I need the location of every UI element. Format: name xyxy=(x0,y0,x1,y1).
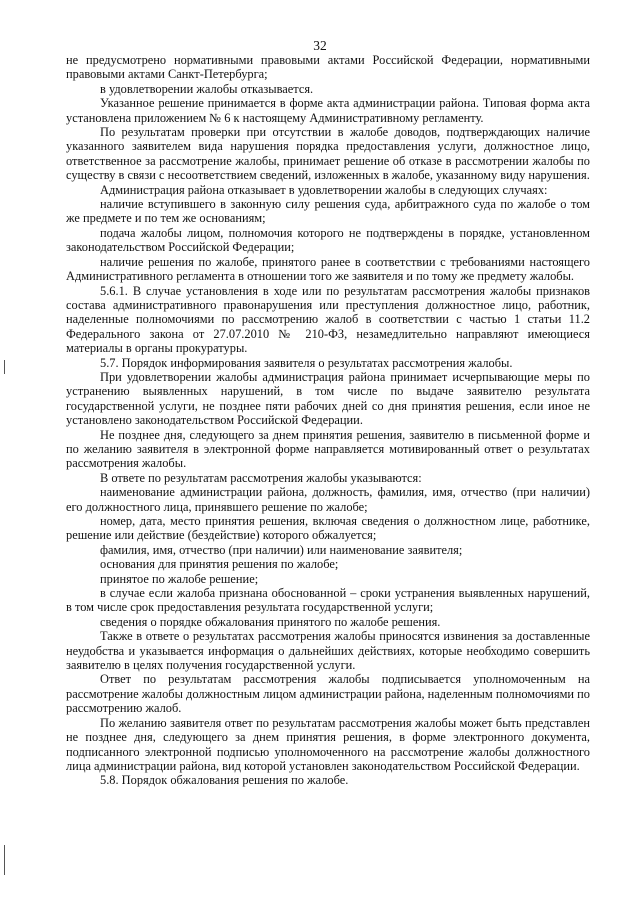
body-text xyxy=(66,53,590,788)
paragraph: При удовлетворении жалобы администрация района принимает исчерпывающие меры по устранению выявленных нарушений, в том числе по выдаче заявителю результата государственной услуги, не позднее пяти рабочих дней со дня принятия решения, если иное не установлено законодательством Российской Федерации. xyxy=(66,369,590,428)
paragraph: Указанное решение принимается в форме акта администрации района. Типовая форма акта установлена приложением № 6 к настоящему Административному регламенту. xyxy=(66,96,590,125)
list-item: номер, дата, место принятия решения, включая сведения о должностном лице, работнике, решение или действие (бездействие) которого обжалуется; xyxy=(66,514,590,543)
scan-edge-mark xyxy=(4,360,5,374)
list-item: принятое по жалобе решение; xyxy=(100,571,259,586)
paragraph: В ответе по результатам рассмотрения жалобы указываются: xyxy=(100,470,422,485)
paragraph: 5.6.1. В случае установления в ходе или по результатам рассмотрения жалобы признаков состава административного правонарушения или преступления должностное лицо, работник, наделенные полномочиями по рассмотрению жалоб в соответствии с частью 1 статьи 11.2 Федерального закона от 27.07.2010 № 210-ФЗ, незамедлительно направляют имеющиеся материалы в органы прокуратуры. xyxy=(66,283,590,356)
scan-edge-mark xyxy=(4,845,5,875)
paragraph: Администрация района отказывает в удовлетворении жалобы в следующих случаях: xyxy=(100,182,548,197)
paragraph: наличие решения по жалобе, принятого ранее в соответствии с требованиями настоящего Административного регламента в отношении того же заявителя и по тому же предмету жалобы. xyxy=(66,254,590,284)
paragraph: Ответ по результатам рассмотрения жалобы подписывается уполномоченным на рассмотрение жалобы должностным лицом администрации района, наделенным полномочиями по рассмотрению жалоб. xyxy=(66,672,590,716)
list-item: в случае если жалоба признана обоснованной – сроки устранения выявленных нарушений, в том числе срок предоставления результата государственной услуги; xyxy=(66,586,590,615)
paragraph: Не позднее дня, следующего за днем принятия решения, заявителю в письменной форме и по желанию заявителя в электронной форме направляется мотивированный ответ о результатах рассмотрения жалобы. xyxy=(66,427,590,471)
list-item: фамилия, имя, отчество (при наличии) или наименование заявителя; xyxy=(100,542,463,557)
section-heading: 5.7. Порядок информирования заявителя о результатах рассмотрения жалобы. xyxy=(100,355,513,370)
paragraph: По результатам проверки при отсутствии в жалобе доводов, подтверждающих наличие указанного заявителем вида нарушения порядка предоставления услуги, должностное лицо, ответственное за рассмотрение жалобы, принимает решение об отказе в рассмотрении жалобы по существу в связи с несоответствием сведений, изложенных в жалобе, указанному виду нарушения. xyxy=(66,125,590,183)
section-heading: 5.8. Порядок обжалования решения по жалобе. xyxy=(100,773,349,788)
paragraph: подача жалобы лицом, полномочия которого не подтверждены в порядке, установленном законодательством Российской Федерации; xyxy=(66,225,590,255)
list-item: сведения о порядке обжалования принятого по жалобе решения. xyxy=(100,614,441,629)
list-item: наименование администрации района, должность, фамилия, имя, отчество (при наличии) его должностного лица, принявшего решение по жалобе; xyxy=(66,485,590,514)
paragraph: наличие вступившего в законную силу решения суда, арбитражного суда по жалобе о том же предмете и по тем же основаниям; xyxy=(66,197,590,226)
paragraph: в удовлетворении жалобы отказывается. xyxy=(100,81,314,96)
page-number: 32 xyxy=(313,38,327,53)
paragraph: Также в ответе о результатах рассмотрения жалобы приносятся извинения за доставленные неудобства и указывается информация о дальнейших действиях, которые необходимо совершить заявителю в целях получения государственной услуги. xyxy=(66,629,590,673)
paragraph: не предусмотрено нормативными правовыми актами Российской Федерации, нормативными правовыми актами Санкт-Петербурга; xyxy=(66,53,590,82)
list-item: основания для принятия решения по жалобе; xyxy=(100,557,339,572)
paragraph: По желанию заявителя ответ по результатам рассмотрения жалобы может быть представлен не позднее дня, следующего за днем принятия решения, в форме электронного документа, подписанного электронной подписью уполномоченного на рассмотрение жалобы должностного лица администрации района, вид которой установлен законодательством Российской Федерации. xyxy=(66,715,590,773)
